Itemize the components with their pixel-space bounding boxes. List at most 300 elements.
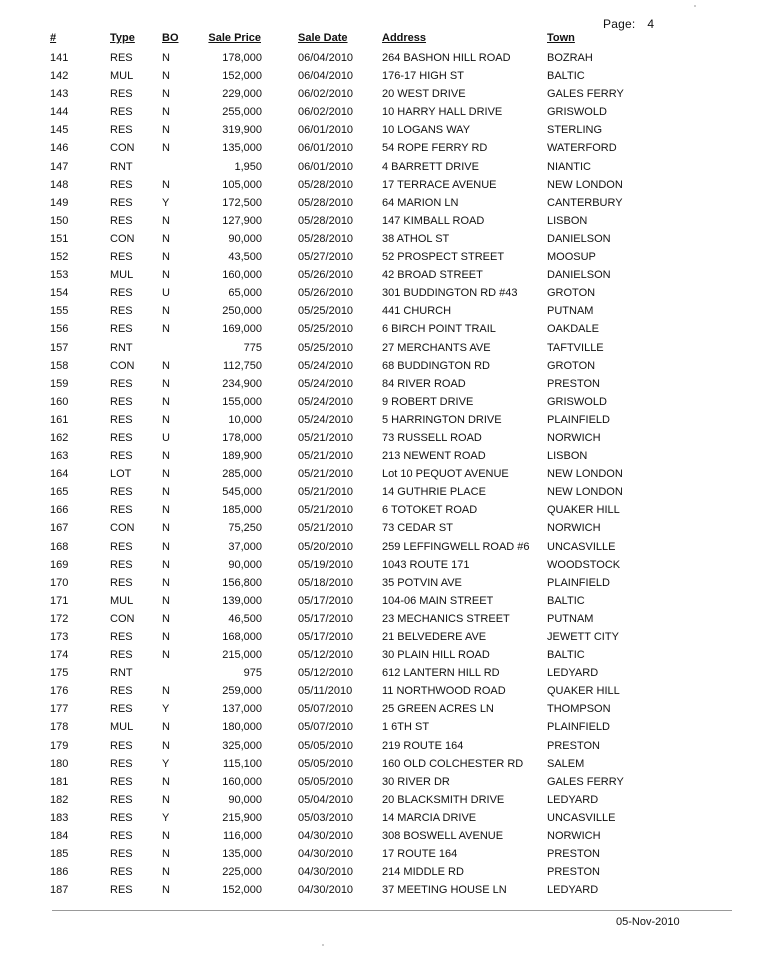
row-town: BALTIC xyxy=(547,70,585,83)
table-row xyxy=(0,375,768,393)
row-address: 64 MARION LN xyxy=(382,196,459,209)
row-sale-date: 05/27/2010 xyxy=(298,251,354,264)
row-sale-date: 06/04/2010 xyxy=(298,52,354,64)
row-sale-date: 05/04/2010 xyxy=(298,793,354,806)
row-sale-date: 06/02/2010 xyxy=(298,106,354,119)
row-num: 167 xyxy=(50,522,69,535)
row-bo: N xyxy=(162,775,170,788)
header-sale-date: Sale Date xyxy=(298,32,348,44)
row-town: LEDYARD xyxy=(547,793,599,806)
row-sale-date: 05/21/2010 xyxy=(298,468,354,481)
row-bo: N xyxy=(162,142,170,155)
table-row xyxy=(0,357,768,375)
row-town: NIANTIC xyxy=(547,160,591,173)
row-num: 150 xyxy=(50,214,69,227)
row-num: 160 xyxy=(50,395,69,408)
row-type: MUL xyxy=(110,269,134,282)
row-num: 148 xyxy=(50,178,69,191)
table-row xyxy=(0,212,768,230)
row-type: RES xyxy=(110,431,133,444)
row-sale-date: 04/30/2010 xyxy=(298,830,354,843)
row-bo: N xyxy=(162,395,170,408)
row-bo: U xyxy=(162,431,170,444)
row-num: 144 xyxy=(50,106,69,119)
row-address: 52 PROSPECT STREET xyxy=(382,251,505,264)
row-town: BOZRAH xyxy=(547,52,593,64)
row-bo: N xyxy=(162,178,170,191)
footer-divider xyxy=(52,910,732,911)
row-sale-price: 172,500 xyxy=(222,196,262,209)
row-num: 158 xyxy=(50,359,69,372)
row-bo: N xyxy=(162,52,170,64)
row-bo: N xyxy=(162,124,170,137)
row-address: 42 BROAD STREET xyxy=(382,269,483,282)
row-town: PLAINFIELD xyxy=(547,576,610,589)
row-town: UNCASVILLE xyxy=(547,540,616,553)
row-num: 163 xyxy=(50,450,69,463)
row-num: 181 xyxy=(50,775,69,788)
row-town: PLAINFIELD xyxy=(547,721,610,734)
row-town: PUTNAM xyxy=(547,612,594,625)
row-bo: N xyxy=(162,377,170,390)
row-sale-price: 75,250 xyxy=(228,522,262,535)
row-bo: Y xyxy=(162,811,170,824)
row-type: CON xyxy=(110,522,135,535)
table-row xyxy=(0,501,768,519)
row-type: RES xyxy=(110,649,133,662)
row-type: RES xyxy=(110,793,133,806)
row-type: RES xyxy=(110,287,133,300)
table-row xyxy=(0,67,768,85)
row-town: NORWICH xyxy=(547,830,601,843)
row-sale-price: 115,100 xyxy=(223,757,262,770)
row-sale-date: 05/17/2010 xyxy=(298,631,354,643)
row-bo: N xyxy=(162,70,170,83)
row-address: 27 MERCHANTS AVE xyxy=(382,341,491,354)
row-bo: N xyxy=(162,269,170,282)
row-bo: N xyxy=(162,848,170,861)
row-type: RES xyxy=(110,631,133,643)
row-bo: N xyxy=(162,612,170,625)
row-bo: N xyxy=(162,830,170,843)
row-sale-price: 215,000 xyxy=(222,649,262,662)
scan-speck xyxy=(322,944,324,946)
row-sale-price: 90,000 xyxy=(228,558,262,571)
row-address: 147 KIMBALL ROAD xyxy=(382,214,485,227)
table-row xyxy=(0,339,768,357)
row-town: GROTON xyxy=(547,359,596,372)
row-sale-price: 225,000 xyxy=(222,866,262,879)
row-town: MOOSUP xyxy=(547,251,596,264)
row-sale-date: 05/07/2010 xyxy=(298,703,354,716)
row-sale-price: 10,000 xyxy=(228,413,262,426)
row-sale-date: 05/12/2010 xyxy=(298,667,354,680)
header-town: Town xyxy=(547,32,575,44)
row-type: RES xyxy=(110,450,133,463)
row-num: 170 xyxy=(50,576,69,589)
row-type: RES xyxy=(110,866,133,879)
row-bo: N xyxy=(162,413,170,426)
row-num: 147 xyxy=(50,160,69,173)
table-row xyxy=(0,682,768,700)
row-num: 143 xyxy=(50,88,69,101)
row-bo: N xyxy=(162,468,170,481)
row-num: 162 xyxy=(50,431,69,444)
row-sale-date: 05/21/2010 xyxy=(298,450,354,463)
row-town: BALTIC xyxy=(547,594,585,607)
table-row xyxy=(0,411,768,429)
row-sale-date: 04/30/2010 xyxy=(298,848,354,861)
row-sale-date: 05/05/2010 xyxy=(298,775,354,788)
row-bo: N xyxy=(162,558,170,571)
row-sale-price: 185,000 xyxy=(222,504,262,517)
table-row xyxy=(0,664,768,682)
table-row xyxy=(0,863,768,881)
row-bo: N xyxy=(162,323,170,336)
table-row xyxy=(0,574,768,592)
row-town: NORWICH xyxy=(547,522,601,535)
row-sale-date: 06/01/2010 xyxy=(298,142,354,155)
sales-table-body xyxy=(0,49,768,899)
row-type: RES xyxy=(110,395,133,408)
row-address: 68 BUDDINGTON RD xyxy=(382,359,490,372)
row-sale-date: 05/24/2010 xyxy=(298,359,354,372)
row-num: 155 xyxy=(50,305,69,318)
row-num: 159 xyxy=(50,377,69,390)
row-town: NEW LONDON xyxy=(547,178,623,191)
row-sale-date: 05/28/2010 xyxy=(298,178,354,191)
row-type: RES xyxy=(110,504,133,517)
table-row xyxy=(0,755,768,773)
row-address: 176-17 HIGH ST xyxy=(382,70,464,83)
row-address: 30 PLAIN HILL ROAD xyxy=(382,649,490,662)
row-sale-price: 234,900 xyxy=(222,377,262,390)
row-num: 145 xyxy=(50,124,69,137)
row-address: 21 BELVEDERE AVE xyxy=(382,631,487,643)
row-town: PLAINFIELD xyxy=(547,413,610,426)
row-sale-date: 05/25/2010 xyxy=(298,305,354,318)
row-bo: N xyxy=(162,594,170,607)
table-row xyxy=(0,302,768,320)
row-address: 25 GREEN ACRES LN xyxy=(382,703,494,716)
row-sale-price: 545,000 xyxy=(222,486,262,499)
row-town: BALTIC xyxy=(547,649,585,662)
row-bo: N xyxy=(162,540,170,553)
row-town: NORWICH xyxy=(547,431,601,444)
row-type: RES xyxy=(110,757,133,770)
row-type: RES xyxy=(110,88,133,101)
row-sale-price: 135,000 xyxy=(222,848,262,861)
row-type: RES xyxy=(110,576,133,589)
table-row xyxy=(0,121,768,139)
row-bo: U xyxy=(162,287,170,300)
row-address: 9 ROBERT DRIVE xyxy=(382,395,474,408)
header-type: Type xyxy=(110,32,135,44)
row-town: GROTON xyxy=(547,287,596,300)
row-town: PRESTON xyxy=(547,377,600,390)
row-town: NEW LONDON xyxy=(547,468,623,481)
row-address: 213 NEWENT ROAD xyxy=(382,450,486,463)
row-address: 30 RIVER DR xyxy=(382,775,450,788)
row-address: 37 MEETING HOUSE LN xyxy=(382,884,507,897)
row-address: 38 ATHOL ST xyxy=(382,232,450,245)
row-sale-price: 65,000 xyxy=(228,287,262,300)
row-sale-price: 178,000 xyxy=(222,52,262,64)
row-type: RES xyxy=(110,486,133,499)
table-row xyxy=(0,266,768,284)
row-address: 35 POTVIN AVE xyxy=(382,576,462,589)
table-row xyxy=(0,809,768,827)
row-bo: N xyxy=(162,214,170,227)
row-type: RES xyxy=(110,558,133,571)
row-address: 259 LEFFINGWELL ROAD #6 xyxy=(382,540,530,553)
row-sale-date: 05/17/2010 xyxy=(298,594,354,607)
row-address: 301 BUDDINGTON RD #43 xyxy=(382,287,518,300)
row-type: RES xyxy=(110,377,133,390)
row-type: RNT xyxy=(110,341,133,354)
row-bo: N xyxy=(162,685,170,698)
row-sale-date: 05/26/2010 xyxy=(298,287,354,300)
row-sale-date: 06/04/2010 xyxy=(298,70,354,83)
row-address: 104-06 MAIN STREET xyxy=(382,594,494,607)
table-row xyxy=(0,556,768,574)
row-num: 161 xyxy=(50,413,69,426)
page-indicator xyxy=(603,17,654,31)
row-address: 4 BARRETT DRIVE xyxy=(382,160,479,173)
row-num: 165 xyxy=(50,486,69,499)
row-num: 180 xyxy=(50,757,69,770)
row-num: 184 xyxy=(50,830,69,843)
row-sale-price: 255,000 xyxy=(222,106,262,119)
row-bo: N xyxy=(162,450,170,463)
header-num: # xyxy=(50,32,57,44)
row-num: 151 xyxy=(50,232,69,245)
row-sale-date: 05/28/2010 xyxy=(298,214,354,227)
row-type: RES xyxy=(110,178,133,191)
row-sale-price: 156,800 xyxy=(222,576,262,589)
row-sale-date: 05/24/2010 xyxy=(298,377,354,390)
row-address: 20 BLACKSMITH DRIVE xyxy=(382,793,505,806)
row-sale-price: 137,000 xyxy=(222,703,262,716)
row-type: RES xyxy=(110,739,133,752)
row-address: 160 OLD COLCHESTER RD xyxy=(382,757,524,770)
row-town: TAFTVILLE xyxy=(547,341,604,354)
row-type: MUL xyxy=(110,70,134,83)
row-num: 141 xyxy=(50,52,69,64)
row-bo: N xyxy=(162,866,170,879)
row-bo: Y xyxy=(162,757,170,770)
row-type: RES xyxy=(110,703,133,716)
row-type: RES xyxy=(110,323,133,336)
row-type: RES xyxy=(110,540,133,553)
row-type: RES xyxy=(110,52,133,64)
row-address: 11 NORTHWOOD ROAD xyxy=(382,685,506,698)
footer-date: 05-Nov-2010 xyxy=(616,916,680,928)
row-bo: N xyxy=(162,522,170,535)
table-row xyxy=(0,429,768,447)
table-header xyxy=(0,32,768,46)
row-town: DANIELSON xyxy=(547,232,611,245)
row-sale-price: 180,000 xyxy=(222,721,262,734)
table-row xyxy=(0,284,768,302)
table-row xyxy=(0,103,768,121)
row-sale-price: 112,750 xyxy=(223,359,262,372)
row-bo: N xyxy=(162,504,170,517)
row-num: 185 xyxy=(50,848,69,861)
row-sale-date: 05/21/2010 xyxy=(298,504,354,517)
row-sale-price: 168,000 xyxy=(222,631,262,643)
row-town: THOMPSON xyxy=(547,703,611,716)
row-address: 20 WEST DRIVE xyxy=(382,88,466,101)
row-bo: N xyxy=(162,486,170,499)
row-address: 1043 ROUTE 171 xyxy=(382,558,470,571)
row-sale-price: 250,000 xyxy=(222,305,262,318)
row-type: CON xyxy=(110,359,135,372)
row-type: RES xyxy=(110,124,133,137)
row-sale-date: 05/25/2010 xyxy=(298,323,354,336)
row-address: 17 ROUTE 164 xyxy=(382,848,458,861)
row-town: PRESTON xyxy=(547,866,600,879)
row-town: PRESTON xyxy=(547,848,600,861)
row-town: CANTERBURY xyxy=(547,196,623,209)
row-type: RES xyxy=(110,811,133,824)
row-sale-date: 05/05/2010 xyxy=(298,739,354,752)
row-sale-date: 05/07/2010 xyxy=(298,721,354,734)
table-row xyxy=(0,447,768,465)
row-sale-date: 05/28/2010 xyxy=(298,196,354,209)
row-sale-date: 04/30/2010 xyxy=(298,884,354,897)
row-sale-price: 90,000 xyxy=(228,793,262,806)
row-type: RES xyxy=(110,106,133,119)
row-type: RES xyxy=(110,848,133,861)
row-sale-date: 05/21/2010 xyxy=(298,522,354,535)
row-bo: N xyxy=(162,232,170,245)
row-sale-date: 05/12/2010 xyxy=(298,649,354,662)
row-bo: Y xyxy=(162,196,170,209)
row-sale-price: 229,000 xyxy=(222,88,262,101)
row-town: WATERFORD xyxy=(547,142,617,155)
row-town: DANIELSON xyxy=(547,269,611,282)
table-row xyxy=(0,700,768,718)
row-num: 142 xyxy=(50,70,69,83)
row-address: 73 CEDAR ST xyxy=(382,522,453,535)
row-num: 168 xyxy=(50,540,69,553)
row-town: LEDYARD xyxy=(547,884,599,897)
row-town: QUAKER HILL xyxy=(547,685,620,698)
row-bo: Y xyxy=(162,703,170,716)
row-type: RES xyxy=(110,775,133,788)
row-num: 157 xyxy=(50,341,69,354)
row-type: RES xyxy=(110,685,133,698)
table-row xyxy=(0,538,768,556)
row-type: RES xyxy=(110,884,133,897)
row-sale-date: 06/02/2010 xyxy=(298,88,354,101)
row-town: JEWETT CITY xyxy=(547,631,619,643)
row-town: GALES FERRY xyxy=(547,775,624,788)
row-num: 171 xyxy=(50,594,69,607)
table-row xyxy=(0,519,768,537)
row-address: 219 ROUTE 164 xyxy=(382,739,464,752)
row-type: CON xyxy=(110,142,135,155)
row-num: 164 xyxy=(50,468,69,481)
row-sale-date: 05/28/2010 xyxy=(298,232,354,245)
row-num: 183 xyxy=(50,811,69,824)
row-address: 612 LANTERN HILL RD xyxy=(382,667,500,680)
row-town: UNCASVILLE xyxy=(547,811,616,824)
row-address: 73 RUSSELL ROAD xyxy=(382,431,482,444)
row-sale-price: 90,000 xyxy=(228,232,262,245)
table-row xyxy=(0,158,768,176)
row-sale-price: 155,000 xyxy=(222,395,262,408)
row-address: 264 BASHON HILL ROAD xyxy=(382,52,511,64)
table-row xyxy=(0,827,768,845)
table-row xyxy=(0,194,768,212)
row-sale-date: 05/05/2010 xyxy=(298,757,354,770)
row-sale-date: 06/01/2010 xyxy=(298,160,354,173)
row-address: 441 CHURCH xyxy=(382,305,452,318)
table-row xyxy=(0,393,768,411)
row-type: CON xyxy=(110,612,135,625)
row-sale-price: 127,900 xyxy=(222,214,262,227)
row-sale-price: 105,000 xyxy=(222,178,262,191)
row-sale-price: 178,000 xyxy=(222,431,262,444)
row-sale-price: 37,000 xyxy=(228,540,262,553)
row-sale-price: 975 xyxy=(243,667,262,680)
table-row xyxy=(0,230,768,248)
row-address: Lot 10 PEQUOT AVENUE xyxy=(382,468,509,481)
scan-speck xyxy=(694,5,696,7)
row-type: CON xyxy=(110,232,135,245)
row-address: 54 ROPE FERRY RD xyxy=(382,142,488,155)
table-row xyxy=(0,465,768,483)
row-town: GALES FERRY xyxy=(547,88,624,101)
row-sale-date: 05/03/2010 xyxy=(298,811,354,824)
row-sale-price: 46,500 xyxy=(228,612,262,625)
row-sale-price: 189,900 xyxy=(222,450,262,463)
row-type: RES xyxy=(110,830,133,843)
row-num: 182 xyxy=(50,793,69,806)
row-sale-price: 152,000 xyxy=(222,70,262,83)
row-num: 152 xyxy=(50,251,69,264)
row-num: 173 xyxy=(50,631,69,643)
row-num: 178 xyxy=(50,721,69,734)
row-town: NEW LONDON xyxy=(547,486,623,499)
table-row xyxy=(0,845,768,863)
row-address: 308 BOSWELL AVENUE xyxy=(382,830,504,843)
row-type: RES xyxy=(110,413,133,426)
row-sale-date: 05/21/2010 xyxy=(298,486,354,499)
table-row xyxy=(0,85,768,103)
row-address: 6 BIRCH POINT TRAIL xyxy=(382,323,496,336)
table-row xyxy=(0,610,768,628)
row-town: SALEM xyxy=(547,757,585,770)
row-town: STERLING xyxy=(547,124,603,137)
row-sale-price: 1,950 xyxy=(234,160,262,173)
table-row xyxy=(0,320,768,338)
row-num: 156 xyxy=(50,323,69,336)
row-address: 10 LOGANS WAY xyxy=(382,124,471,137)
table-row xyxy=(0,791,768,809)
row-address: 14 MARCIA DRIVE xyxy=(382,811,477,824)
row-sale-price: 775 xyxy=(243,341,262,354)
row-num: 186 xyxy=(50,866,69,879)
row-num: 179 xyxy=(50,739,69,752)
row-sale-price: 139,000 xyxy=(222,594,262,607)
row-bo: N xyxy=(162,739,170,752)
row-num: 149 xyxy=(50,196,69,209)
row-bo: N xyxy=(162,649,170,662)
row-num: 153 xyxy=(50,269,69,282)
